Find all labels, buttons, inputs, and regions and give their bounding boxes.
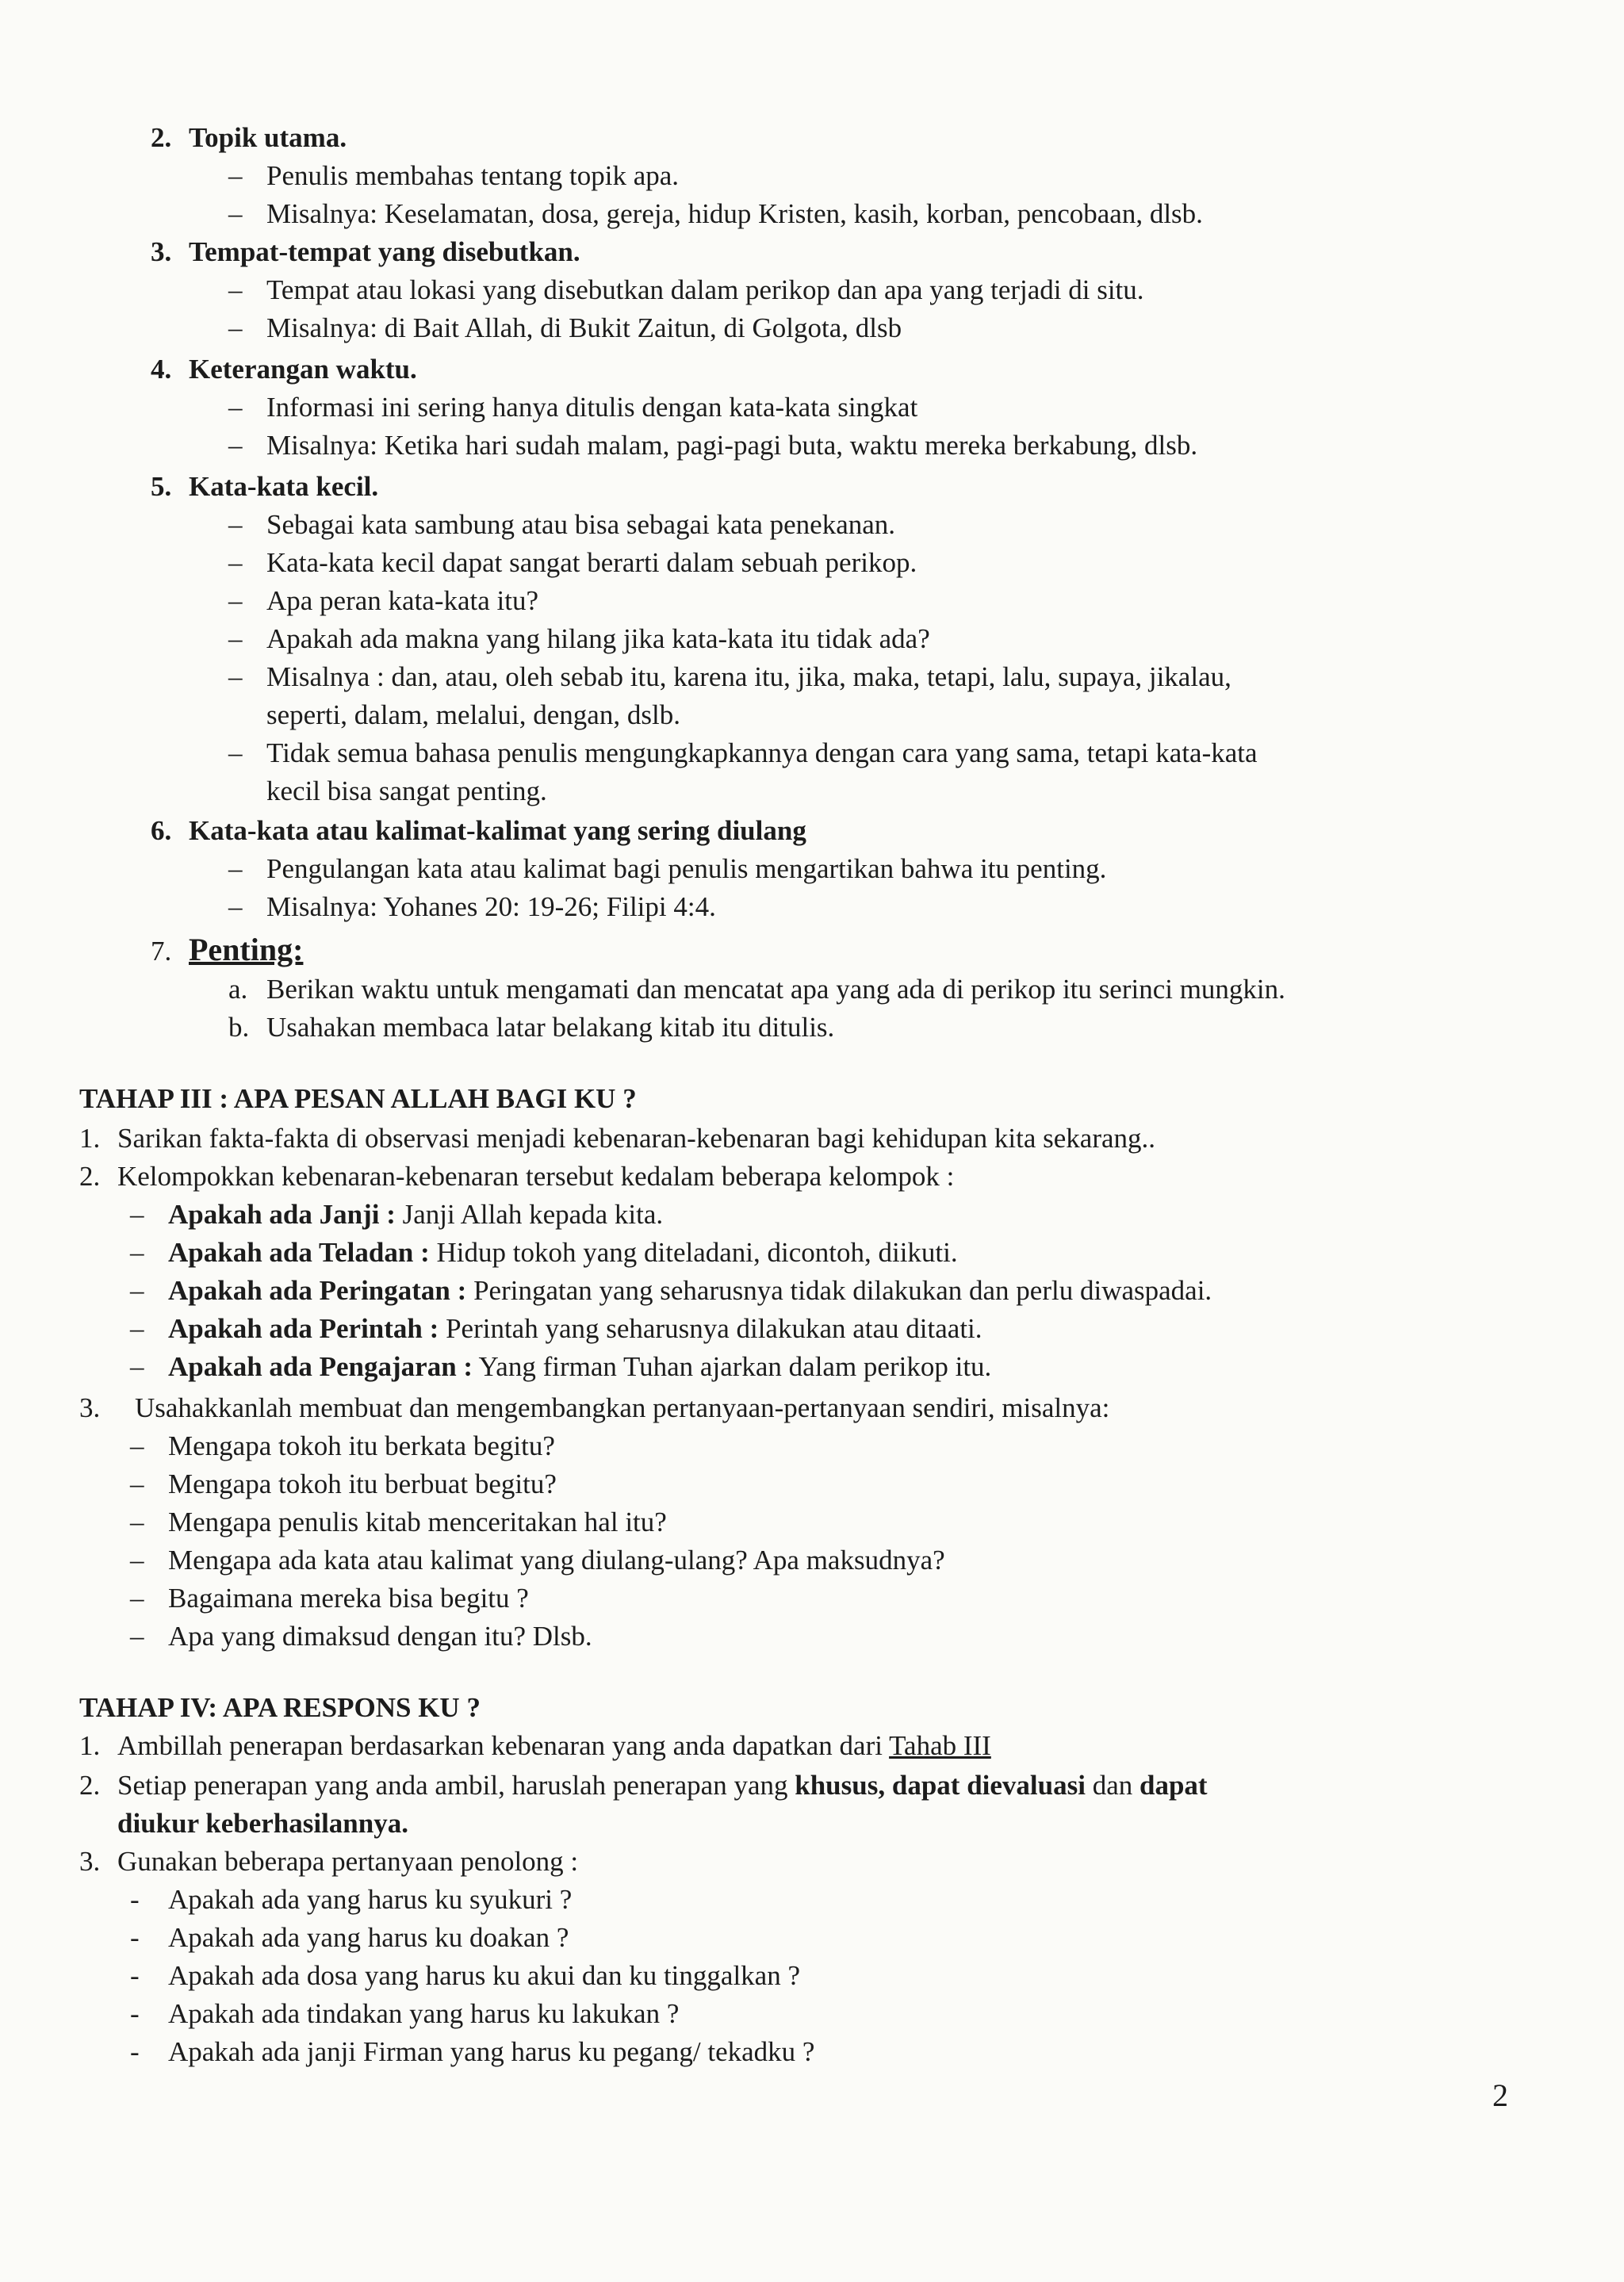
tahap-3-question-6: – Apa yang dimaksud dengan itu? Dlsb. bbox=[130, 1621, 592, 1652]
section-4-item-2: – Misalnya: Ketika hari sudah malam, pagi-pagi buta, waktu mereka berkabung, dlsb. bbox=[228, 430, 1198, 461]
tahap-3-group-4: – Apakah ada Perintah : Perintah yang seharusnya dilakukan atau ditaati. bbox=[130, 1313, 982, 1344]
tahap-3-question-2: – Mengapa tokoh itu berbuat begitu? bbox=[130, 1468, 557, 1499]
tahap-4-point-3: 3. Gunakan beberapa pertanyaan penolong : bbox=[79, 1846, 579, 1877]
section-6-item-1: – Pengulangan kata atau kalimat bagi penulis mengartikan bahwa itu penting. bbox=[228, 853, 1107, 884]
section-7-item-b: b. Usahakan membaca latar belakang kitab itu ditulis. bbox=[228, 1012, 835, 1043]
tahap-3-group-3: – Apakah ada Peringatan : Peringatan yang seharusnya tidak dilakukan dan perlu diwaspadai. bbox=[130, 1275, 1212, 1306]
section-5-item-5-cont: seperti, dalam, melalui, dengan, dslb. bbox=[266, 699, 680, 730]
tahap-3-question-3: – Mengapa penulis kitab menceritakan hal itu? bbox=[130, 1507, 667, 1537]
section-5-item-2: – Kata-kata kecil dapat sangat berarti dalam sebuah perikop. bbox=[228, 547, 917, 578]
tahap-3-question-1: – Mengapa tokoh itu berkata begitu? bbox=[130, 1430, 555, 1461]
section-6-heading: 6. Kata-kata atau kalimat-kalimat yang sering diulang bbox=[151, 815, 806, 846]
tahap-3-point-1: 1. Sarikan fakta-fakta di observasi menjadi kebenaran-kebenaran bagi kehidupan kita sekarang.. bbox=[79, 1123, 1156, 1154]
section-5-heading: 5. Kata-kata kecil. bbox=[151, 471, 379, 502]
tahap-3-question-5: – Bagaimana mereka bisa begitu ? bbox=[130, 1583, 529, 1614]
section-3-heading: 3. Tempat-tempat yang disebutkan. bbox=[151, 236, 580, 267]
section-5-item-3: – Apa peran kata-kata itu? bbox=[228, 585, 539, 616]
tahap-3-title: TAHAP III : APA PESAN ALLAH BAGI KU ? bbox=[79, 1083, 637, 1114]
tahab-iii-reference: Tahab III bbox=[889, 1730, 991, 1761]
tahap-4-question-4: - Apakah ada tindakan yang harus ku lakukan ? bbox=[130, 1998, 680, 2029]
tahap-4-point-2: 2. Setiap penerapan yang anda ambil, haruslah penerapan yang khusus, dapat dievaluasi dan dapat bbox=[79, 1770, 1208, 1801]
page-number: 2 bbox=[1492, 2077, 1508, 2113]
tahap-4-point-1: 1. Ambillah penerapan berdasarkan kebenaran yang anda dapatkan dari Tahab III bbox=[79, 1730, 991, 1761]
section-7-item-a: a. Berikan waktu untuk mengamati dan mencatat apa yang ada di perikop itu serinci mungkin. bbox=[228, 974, 1285, 1005]
section-7-heading: 7. Penting: bbox=[151, 932, 304, 967]
section-5-item-5: – Misalnya : dan, atau, oleh sebab itu, karena itu, jika, maka, tetapi, lalu, supaya, jikalau, bbox=[228, 661, 1231, 692]
tahap-4-title: TAHAP IV: APA RESPONS KU ? bbox=[79, 1692, 481, 1723]
tahap-4-question-5: - Apakah ada janji Firman yang harus ku pegang/ tekadku ? bbox=[130, 2036, 815, 2067]
section-2-item-2: – Misalnya: Keselamatan, dosa, gereja, hidup Kristen, kasih, korban, pencobaan, dlsb. bbox=[228, 198, 1203, 229]
section-4-item-1: – Informasi ini sering hanya ditulis dengan kata-kata singkat bbox=[228, 392, 918, 423]
section-5-item-6: – Tidak semua bahasa penulis mengungkapkannya dengan cara yang sama, tetapi kata-kata bbox=[228, 737, 1258, 768]
section-5-item-6-cont: kecil bisa sangat penting. bbox=[266, 775, 547, 806]
section-5-item-4: – Apakah ada makna yang hilang jika kata-kata itu tidak ada? bbox=[228, 623, 930, 654]
section-3-item-1: – Tempat atau lokasi yang disebutkan dalam perikop dan apa yang terjadi di situ. bbox=[228, 274, 1144, 305]
tahap-3-group-2: – Apakah ada Teladan : Hidup tokoh yang diteladani, dicontoh, diikuti. bbox=[130, 1237, 958, 1268]
section-2-heading: 2. Topik utama. bbox=[151, 122, 347, 153]
tahap-4-point-2-cont: diukur keberhasilannya. bbox=[117, 1808, 408, 1839]
tahap-4-question-2: - Apakah ada yang harus ku doakan ? bbox=[130, 1922, 569, 1953]
tahap-4-question-1: - Apakah ada yang harus ku syukuri ? bbox=[130, 1884, 573, 1915]
section-5-item-1: – Sebagai kata sambung atau bisa sebagai kata penekanan. bbox=[228, 509, 896, 540]
section-3-item-2: – Misalnya: di Bait Allah, di Bukit Zaitun, di Golgota, dlsb bbox=[228, 312, 902, 343]
section-6-item-2: – Misalnya: Yohanes 20: 19-26; Filipi 4:4. bbox=[228, 891, 716, 922]
tahap-3-group-5: – Apakah ada Pengajaran : Yang firman Tuhan ajarkan dalam perikop itu. bbox=[130, 1351, 992, 1382]
section-4-heading: 4. Keterangan waktu. bbox=[151, 354, 417, 385]
tahap-3-point-3: 3. Usahakkanlah membuat dan mengembangkan pertanyaan-pertanyaan sendiri, misalnya: bbox=[79, 1392, 1110, 1423]
tahap-4-question-3: - Apakah ada dosa yang harus ku akui dan ku tinggalkan ? bbox=[130, 1960, 800, 1991]
tahap-3-question-4: – Mengapa ada kata atau kalimat yang diulang-ulang? Apa maksudnya? bbox=[130, 1545, 945, 1576]
tahap-3-point-2: 2. Kelompokkan kebenaran-kebenaran tersebut kedalam beberapa kelompok : bbox=[79, 1161, 955, 1192]
tahap-3-group-1: – Apakah ada Janji : Janji Allah kepada kita. bbox=[130, 1199, 664, 1230]
section-2-item-1: – Penulis membahas tentang topik apa. bbox=[228, 160, 680, 191]
